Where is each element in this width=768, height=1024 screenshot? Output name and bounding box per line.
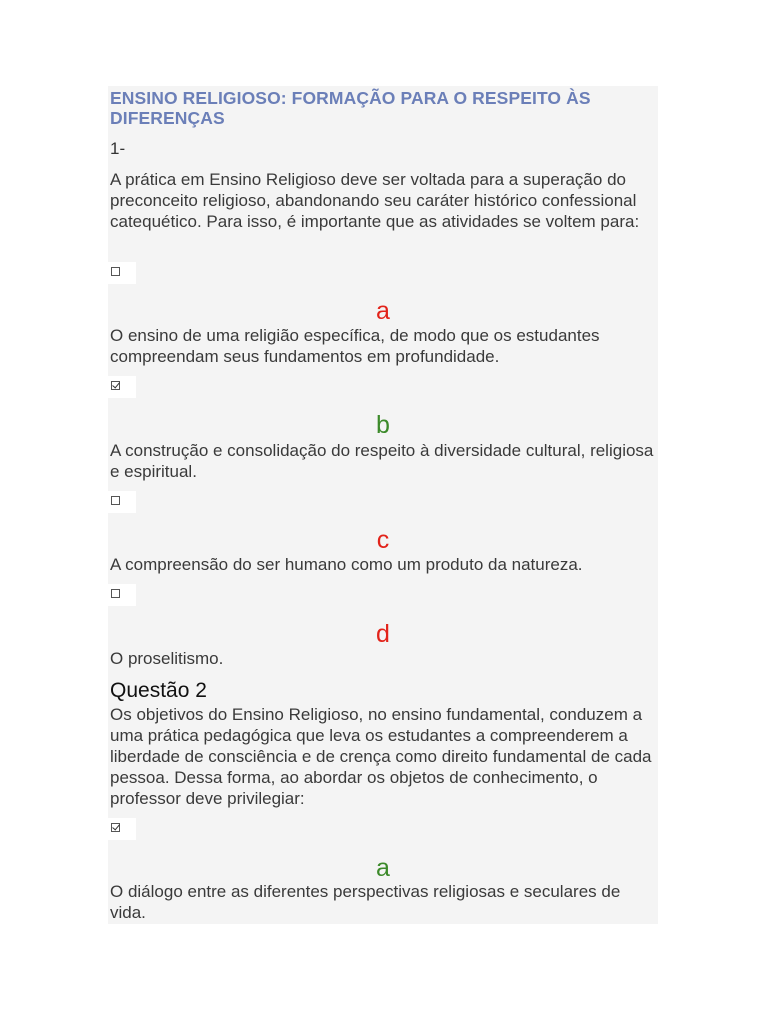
option-c-checkbox[interactable] bbox=[108, 491, 136, 513]
option-a-checkbox[interactable] bbox=[108, 262, 136, 284]
question-2-title: Questão 2 bbox=[110, 679, 207, 702]
option-d-letter: d bbox=[376, 620, 390, 648]
question-2-prompt: Os objetivos do Ensino Religioso, no ensino fundamental, conduzem a uma prática pedagógica que leva os estudantes a compreenderem a liberdade de consciência e de crença como direito fundamental de cada pessoa. Dessa forma, ao abordar os objetos de conhecimento, o professor deve privilegiar: bbox=[110, 705, 652, 808]
question-1-number: 1- bbox=[110, 139, 126, 158]
checkbox-unchecked-icon bbox=[111, 267, 120, 276]
checkbox-unchecked-icon bbox=[111, 589, 120, 598]
checkbox-checked-icon bbox=[111, 823, 120, 832]
checkbox-checked-icon bbox=[111, 381, 120, 390]
q2-option-a-text: O diálogo entre as diferentes perspectivas religiosas e seculares de vida. bbox=[110, 882, 621, 922]
question-1-prompt: A prática em Ensino Religioso deve ser voltada para a superação do preconceito religioso, abandonando seu caráter histórico confessional catequético. Para isso, é importante que as atividades se voltem para: bbox=[110, 170, 640, 231]
option-a-letter: a bbox=[376, 297, 390, 325]
option-d-text: O proselitismo. bbox=[110, 649, 224, 668]
option-b-letter: b bbox=[376, 411, 390, 439]
option-b-checkbox[interactable] bbox=[108, 376, 136, 398]
option-b-text: A construção e consolidação do respeito à diversidade cultural, religiosa e espiritual. bbox=[110, 441, 654, 481]
option-c-letter: c bbox=[376, 526, 390, 554]
option-a-text: O ensino de uma religião específica, de modo que os estudantes compreendam seus fundamentos em profundidade. bbox=[110, 326, 600, 366]
option-c-text: A compreensão do ser humano como um produto da natureza. bbox=[110, 555, 583, 574]
checkbox-unchecked-icon bbox=[111, 496, 120, 505]
option-d-checkbox[interactable] bbox=[108, 584, 136, 606]
q2-option-a-checkbox[interactable] bbox=[108, 818, 136, 840]
q2-option-a-letter: a bbox=[376, 854, 390, 882]
page-title: ENSINO RELIGIOSO: FORMAÇÃO PARA O RESPEITO ÀS DIFERENÇAS bbox=[110, 88, 591, 128]
